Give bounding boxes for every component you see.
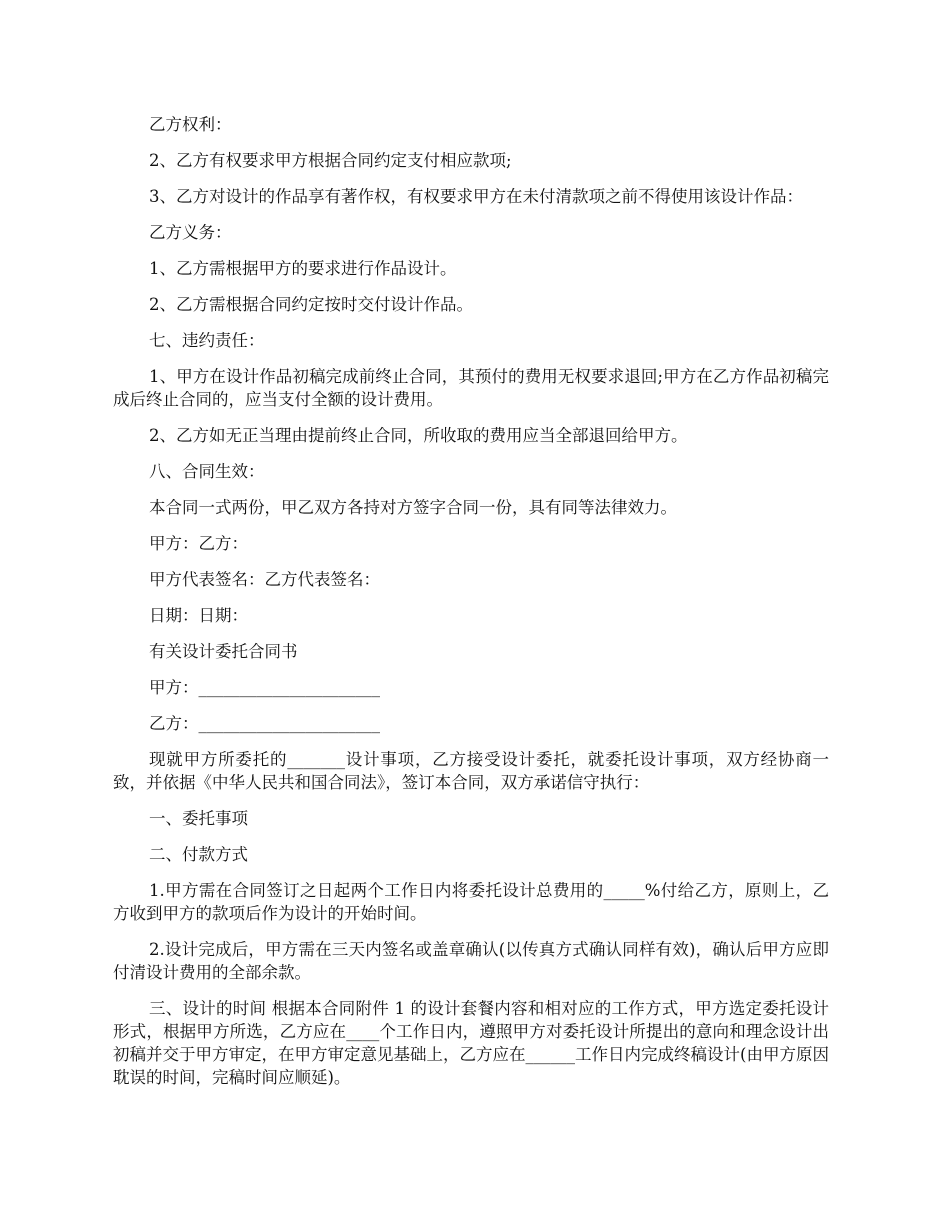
- party-b-line: 乙方：______________________: [149, 714, 380, 733]
- document-body: [113, 113, 829, 1102]
- paragraph-preamble: 现就甲方所委托的_______设计事项，乙方接受设计委托，就委托设计事项，双方经协商一致，并依据《中华人民共和国合同法》，签订本合同，双方承诺信守执行：: [113, 750, 829, 792]
- signature-representatives-line: 甲方代表签名：乙方代表签名：: [149, 570, 380, 589]
- contract-title: 有关设计委托合同书: [149, 642, 298, 661]
- paragraph-clause: 2.设计完成后，甲方需在三天内签名或盖章确认(以传真方式确认同样有效)，确认后甲方应即付清设计费用的全部余款。: [113, 940, 829, 982]
- section-heading-party-b-rights: 乙方权利：: [149, 115, 232, 134]
- paragraph-clause: 2、乙方如无正当理由提前终止合同，所收取的费用应当全部退回给甲方。: [149, 426, 688, 445]
- section-heading-party-b-obligations: 乙方义务：: [149, 223, 232, 242]
- signature-date-line: 日期：日期：: [149, 606, 248, 625]
- section-heading-effectiveness: 八、合同生效：: [149, 462, 265, 481]
- signature-parties-line: 甲方：乙方：: [149, 534, 248, 553]
- paragraph-clause: 2、乙方需根据合同约定按时交付设计作品。: [149, 295, 473, 314]
- paragraph-clause: 本合同一式两份，甲乙双方各持对方签字合同一份，具有同等法律效力。: [149, 498, 677, 517]
- section-heading-payment: 二、付款方式: [149, 845, 248, 864]
- paragraph-clause: 1.甲方需在合同签订之日起两个工作日内将委托设计总费用的_____%付给乙方，原则上，乙方收到甲方的款项后作为设计的开始时间。: [113, 881, 829, 923]
- paragraph-clause: 1、乙方需根据甲方的要求进行作品设计。: [149, 259, 457, 278]
- section-heading-commission: 一、委托事项: [149, 809, 248, 828]
- section-heading-liability: 七、违约责任：: [149, 331, 265, 350]
- paragraph-clause: 1、甲方在设计作品初稿完成前终止合同，其预付的费用无权要求退回;甲方在乙方作品初稿完成后终止合同的，应当支付全额的设计费用。: [113, 367, 829, 409]
- paragraph-clause: 3、乙方对设计的作品享有著作权，有权要求甲方在未付清款项之前不得使用该设计作品：: [149, 187, 803, 206]
- paragraph-clause: 三、设计的时间 根据本合同附件 1 的设计套餐内容和相对应的工作方式，甲方选定委托设计形式，根据甲方所选，乙方应在____个工作日内，遵照甲方对委托设计所提出的意向和理念设计出初稿并交于甲方审定，在甲方审定意见基础上，乙方应在______工作日内完成终稿设计(由甲方原因耽误的时间，完稿时间应顺延)。: [113, 999, 829, 1087]
- paragraph-clause: 2、乙方有权要求甲方根据合同约定支付相应款项;: [149, 151, 512, 170]
- party-a-line: 甲方：______________________: [149, 678, 380, 697]
